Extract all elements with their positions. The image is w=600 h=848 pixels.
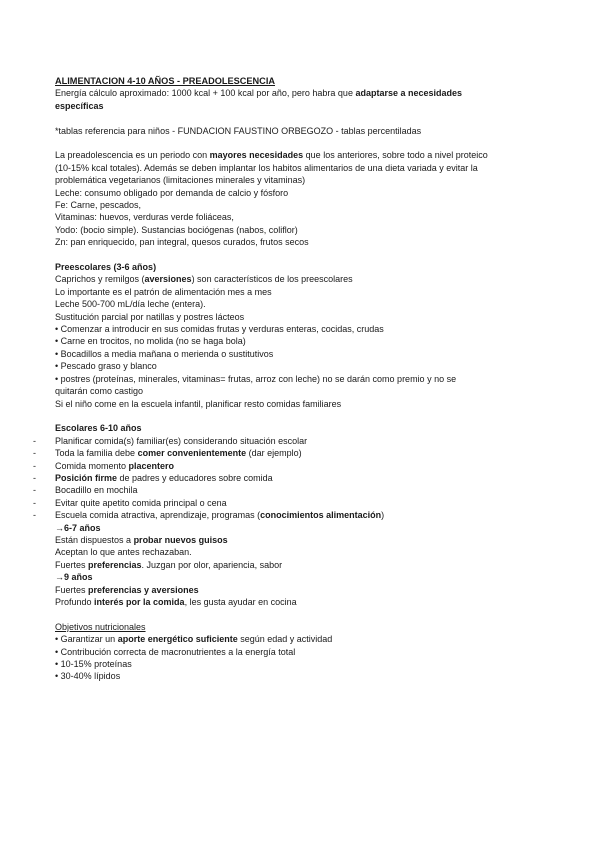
preadolescence-line — [55, 224, 555, 236]
preschool-heading — [55, 261, 555, 273]
dash-marker: - — [33, 497, 36, 508]
preschool-line — [55, 335, 555, 347]
preadolescence-line — [55, 162, 555, 174]
text-run-pre: Comida momento — [55, 460, 129, 471]
text-run-bold: preferencias y aversiones — [88, 584, 199, 595]
school-list-item — [33, 435, 555, 447]
text-run-pre: Sustitución parcial por natillas y postres lácteos — [55, 311, 245, 322]
text-run-bold: placentero — [128, 460, 175, 471]
text-run-bold: aversiones — [144, 274, 192, 285]
school-age-note — [55, 546, 555, 558]
text-run-pre: • postres (proteínas, minerales, vitaminas= frutas, arroz con leche) no se darán como premio y no se — [55, 373, 457, 384]
preschool-line — [55, 398, 555, 410]
preadolescence-line — [55, 174, 555, 186]
objectives-heading: Objetivos nutricionales — [55, 621, 146, 632]
preadolescence-line — [55, 236, 555, 248]
school-age-note — [55, 534, 555, 546]
intro-line — [55, 87, 555, 99]
text-run-pre: Leche: consumo obligado por demanda de calcio y fósforo — [55, 187, 289, 198]
school-list-item — [33, 497, 555, 509]
text-run-bold: →9 años — [55, 572, 93, 583]
objective-item — [55, 633, 555, 645]
objective-item — [55, 646, 555, 658]
school-list-item — [33, 509, 555, 521]
dash-marker: - — [33, 485, 36, 496]
preadolescence-line — [55, 187, 555, 199]
text-run-pre: Fuertes — [55, 559, 89, 570]
dash-marker: - — [33, 448, 36, 459]
preadolescence-line — [55, 199, 555, 211]
text-run-pre: Yodo: (bocio simple). Sustancias bociógenas (nabos, coliflor) — [55, 224, 298, 235]
text-run-pre: • 30-40% lípidos — [55, 671, 121, 682]
school-age-note — [55, 584, 555, 596]
dash-marker: - — [33, 510, 36, 521]
text-run-bold: mayores necesidades — [209, 150, 304, 161]
preschool-line — [55, 311, 555, 323]
text-run-pre: problemática vegetarianos (limitaciones minerales y vitaminas) — [55, 175, 306, 186]
text-run-pre: • Pescado graso y blanco — [55, 361, 157, 372]
text-run-post: que los anteriores, sobre todo a nivel proteico — [303, 150, 488, 161]
text-run-pre: Toda la familia debe — [55, 448, 138, 459]
text-run-bold: adaptarse a necesidades — [355, 88, 463, 99]
text-run-pre: Energía cálculo aproximado: 1000 kcal + 100 kcal por año, pero habra que — [55, 88, 356, 99]
school-heading: Escolares 6-10 años — [55, 423, 142, 434]
preschool-line — [55, 323, 555, 335]
text-run-bold: aporte energético suficiente — [117, 634, 238, 645]
text-run-pre: • Garantizar un — [55, 634, 118, 645]
text-run-post: , les gusta ayudar en cocina — [184, 597, 297, 607]
text-run-bold: probar nuevos guisos — [133, 534, 228, 545]
school-age-note — [55, 559, 555, 571]
text-run-bold: interés por la comida — [94, 597, 185, 607]
text-run-pre: Zn: pan enriquecido, pan integral, quesos curados, frutos secos — [55, 237, 309, 248]
text-run-bold: conocimientos alimentación — [260, 510, 382, 521]
preschool-heading-post: ) — [153, 262, 157, 273]
text-run-bold: específicas — [55, 100, 104, 111]
text-run-pre: Escuela comida atractiva, aprendizaje, programas ( — [55, 510, 261, 521]
preschool-line — [55, 385, 555, 397]
text-run-pre: Profundo — [55, 597, 95, 607]
text-run-post: ) son característicos de los preescolares — [191, 274, 353, 285]
preadolescence-section — [55, 149, 555, 248]
intro-line — [55, 100, 555, 112]
text-run-bold: comer convenientemente — [137, 448, 247, 459]
text-run-pre: • Carne en trocitos, no molida (no se haga bola) — [55, 336, 246, 347]
text-run-pre: Bocadillo en mochila — [55, 485, 138, 496]
school-list-item — [33, 447, 555, 459]
text-run-pre: • 10-15% proteínas — [55, 659, 132, 670]
text-run-pre: Están dispuestos a — [55, 534, 134, 545]
page-title: ALIMENTACION 4-10 AÑOS - PREADOLESCENCIA — [55, 76, 276, 86]
intro-section — [55, 87, 555, 112]
preschool-line — [55, 373, 555, 385]
document-body — [33, 75, 555, 683]
objective-item — [55, 658, 555, 670]
preadolescence-line — [55, 149, 555, 161]
preschool-line — [55, 360, 555, 372]
text-run-pre: Evitar quite apetito comida principal o cena — [55, 497, 227, 508]
text-run-pre: Aceptan lo que antes rechazaban. — [55, 547, 192, 558]
text-run-pre: Vitaminas: huevos, verduras verde foliáceas, — [55, 212, 234, 223]
text-run-post: (dar ejemplo) — [246, 448, 302, 459]
objective-item — [55, 670, 555, 682]
text-run-bold: Posición firme — [55, 472, 118, 483]
text-run-post: de padres y educadores sobre comida — [117, 472, 273, 483]
preschool-heading-age: 3-6 años — [116, 262, 154, 273]
text-run-pre: La preadolescencia es un periodo con — [55, 150, 210, 161]
dash-marker: - — [33, 472, 36, 483]
school-age-note — [55, 522, 555, 534]
text-run-pre: • Contribución correcta de macronutrientes a la energía total — [55, 646, 296, 657]
text-run-post: . Juzgan por olor, apariencia, sabor — [141, 559, 283, 570]
text-run-pre: (10-15% kcal totales). Además se deben implantar los habitos alimentarios de una dieta variada y evitar la — [55, 162, 478, 173]
school-age-notes — [55, 522, 555, 609]
text-run-pre: • Bocadillos a media mañana o merienda o sustitutivos — [55, 348, 274, 359]
school-list-item — [33, 484, 555, 496]
text-run-pre: Si el niño come en la escuela infantil, planificar resto comidas familiares — [55, 398, 342, 409]
objectives-list — [55, 633, 555, 683]
text-run-post: ) — [381, 510, 385, 521]
reference-note: *tablas referencia para niños - FUNDACION FAUSTINO ORBEGOZO - tablas percentiladas — [55, 125, 422, 136]
text-run-pre: • Comenzar a introducir en sus comidas frutas y verduras enteras, cocidas, crudas — [55, 324, 384, 335]
preschool-line — [55, 273, 555, 285]
text-run-pre: Planificar comida(s) familiar(es) considerando situación escolar — [55, 435, 308, 446]
text-run-pre: Fuertes — [55, 584, 89, 595]
text-run-bold: preferencias — [88, 559, 142, 570]
school-age-note — [55, 571, 555, 583]
preschool-section — [55, 273, 555, 409]
school-list-item — [33, 460, 555, 472]
preadolescence-line — [55, 211, 555, 223]
text-run-pre: Caprichos y remilgos ( — [55, 274, 145, 285]
school-list — [33, 435, 555, 522]
preschool-line — [55, 298, 555, 310]
text-run-pre: Lo importante es el patrón de alimentación mes a mes — [55, 286, 272, 297]
dash-marker: - — [33, 460, 36, 471]
text-run-pre: Fe: Carne, pescados, — [55, 200, 142, 211]
preschool-heading-pre: Preescolares ( — [55, 262, 117, 273]
preschool-line — [55, 286, 555, 298]
preschool-line — [55, 348, 555, 360]
school-age-note — [55, 596, 555, 608]
school-list-item — [33, 472, 555, 484]
text-run-post: según edad y actividad — [237, 634, 333, 645]
text-run-pre: Leche 500-700 mL/día leche (entera). — [55, 299, 206, 310]
text-run-bold: →6-7 años — [55, 522, 101, 533]
text-run-pre: quitarán como castigo — [55, 386, 144, 397]
dash-marker: - — [33, 435, 36, 446]
